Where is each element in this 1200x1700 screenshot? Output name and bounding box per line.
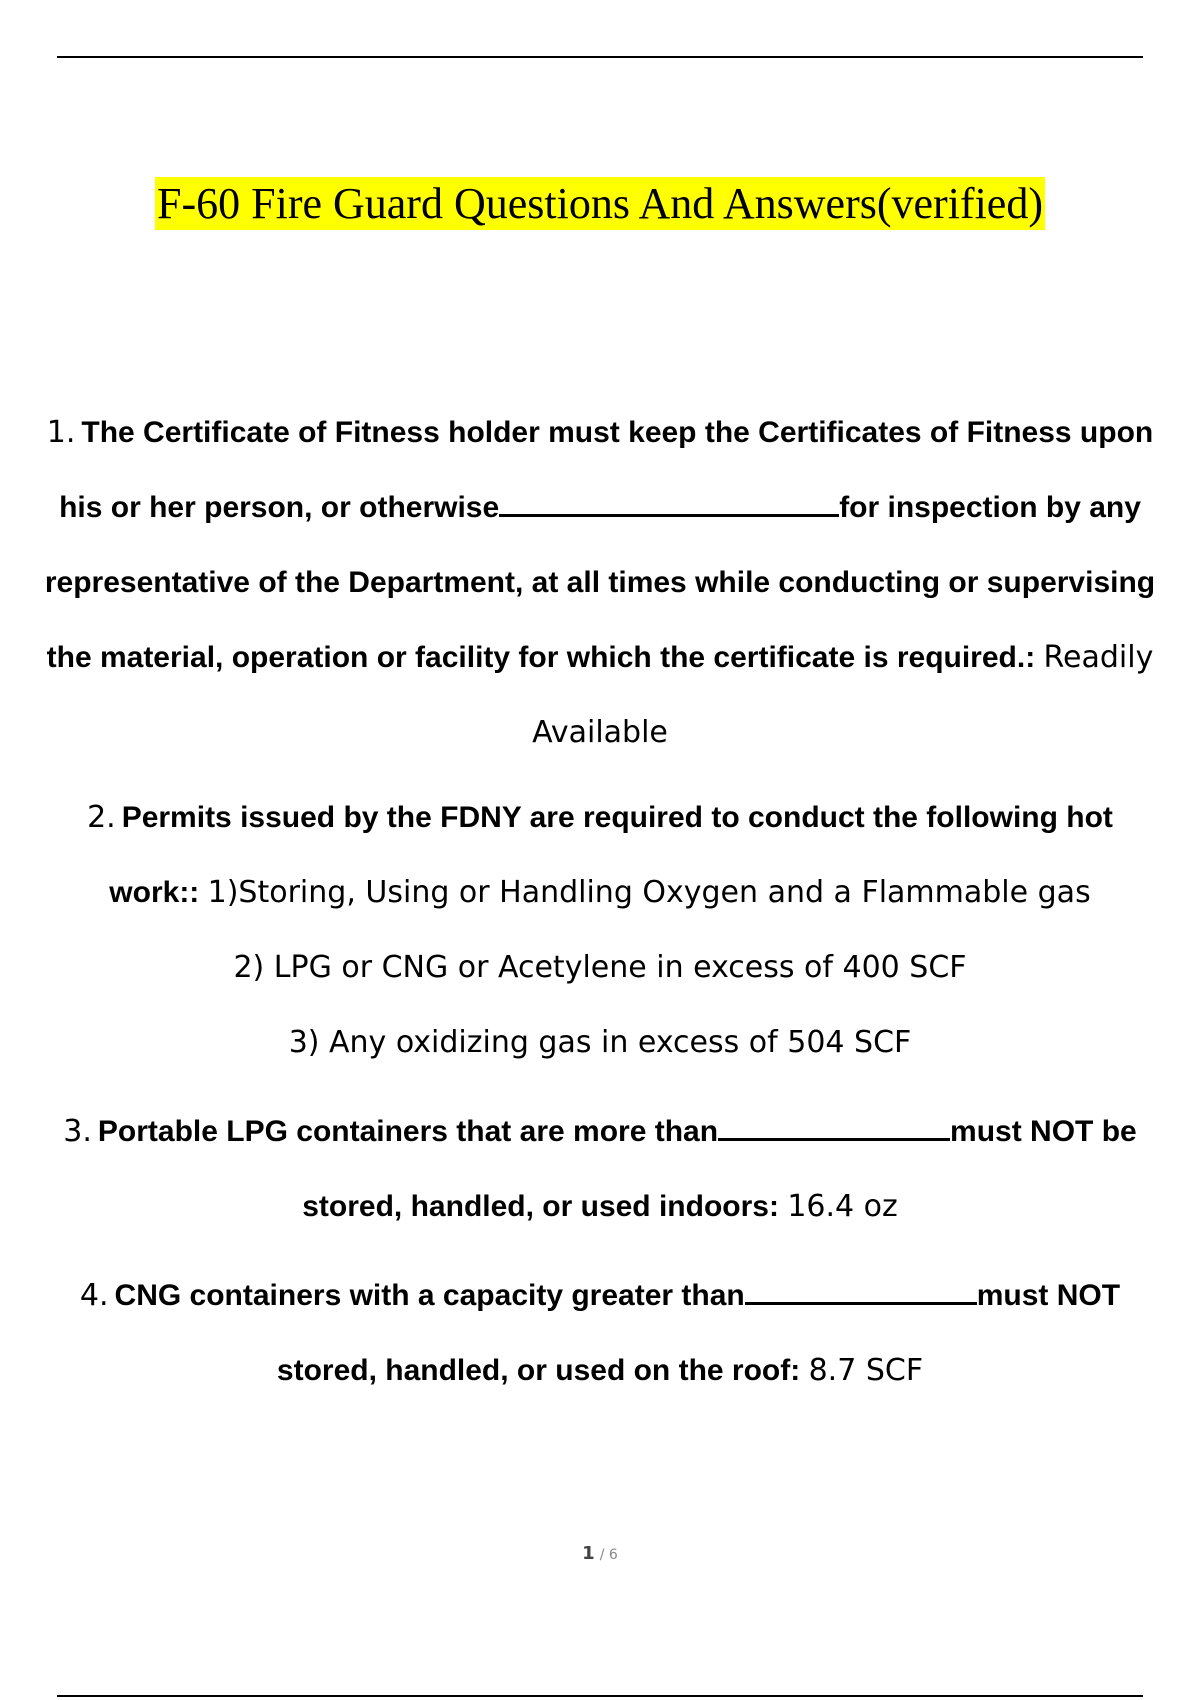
question-stem: The Certificate of Fitness holder must keep the Certificates of Fitness upon his or her person, or otherwise [59,416,1154,524]
current-page: 1 [582,1543,595,1564]
answer-blank [718,1112,950,1141]
question-3 [38,1094,1162,1244]
question-answer: 16.4 oz [787,1189,898,1224]
question-answer: 8.7 SCF [808,1353,924,1388]
sub-answer: 3) Any oxidizing gas in excess of 504 SCF [288,1025,912,1060]
question-list [38,395,1162,1408]
question-answer: Readily Available [532,640,1154,750]
top-rule [57,56,1143,58]
question-number: 4. [79,1278,109,1313]
question-stem: CNG containers with a capacity greater than [114,1279,745,1312]
answer-blank [499,488,839,517]
sub-answer: 2) LPG or CNG or Acetylene in excess of 400 SCF [233,950,967,985]
total-pages: / 6 [599,1547,618,1563]
bottom-rule [57,1695,1143,1697]
answer-blank [745,1276,977,1305]
question-4 [38,1258,1162,1408]
question-stem: Portable LPG containers that are more than [97,1115,719,1148]
question-1 [38,395,1162,770]
question-number: 3. [63,1114,92,1149]
question-number: 1. [46,415,76,450]
question-stem-continued: must NOT be stored, handled, or used indoors: [302,1115,1137,1223]
page-indicator [0,1543,1200,1564]
question-stem-continued: must NOT stored, handled, or used on the roof: [276,1279,1121,1387]
document-title: F-60 Fire Guard Questions And Answers(verified) [157,179,1043,228]
title-block [0,178,1200,230]
question-stem-continued: for inspection by any representative of the Department, at all times while conducting or supervising the material, operation or facility for which the certificate is required.: [44,491,1156,674]
question-answer: 1)Storing, Using or Handling Oxygen and a Flammable gas [207,875,1091,910]
question-stem: Permits issued by the FDNY are required to conduct the following hot work:: [109,801,1113,909]
question-number: 2. [87,800,116,835]
question-2 [38,780,1162,930]
